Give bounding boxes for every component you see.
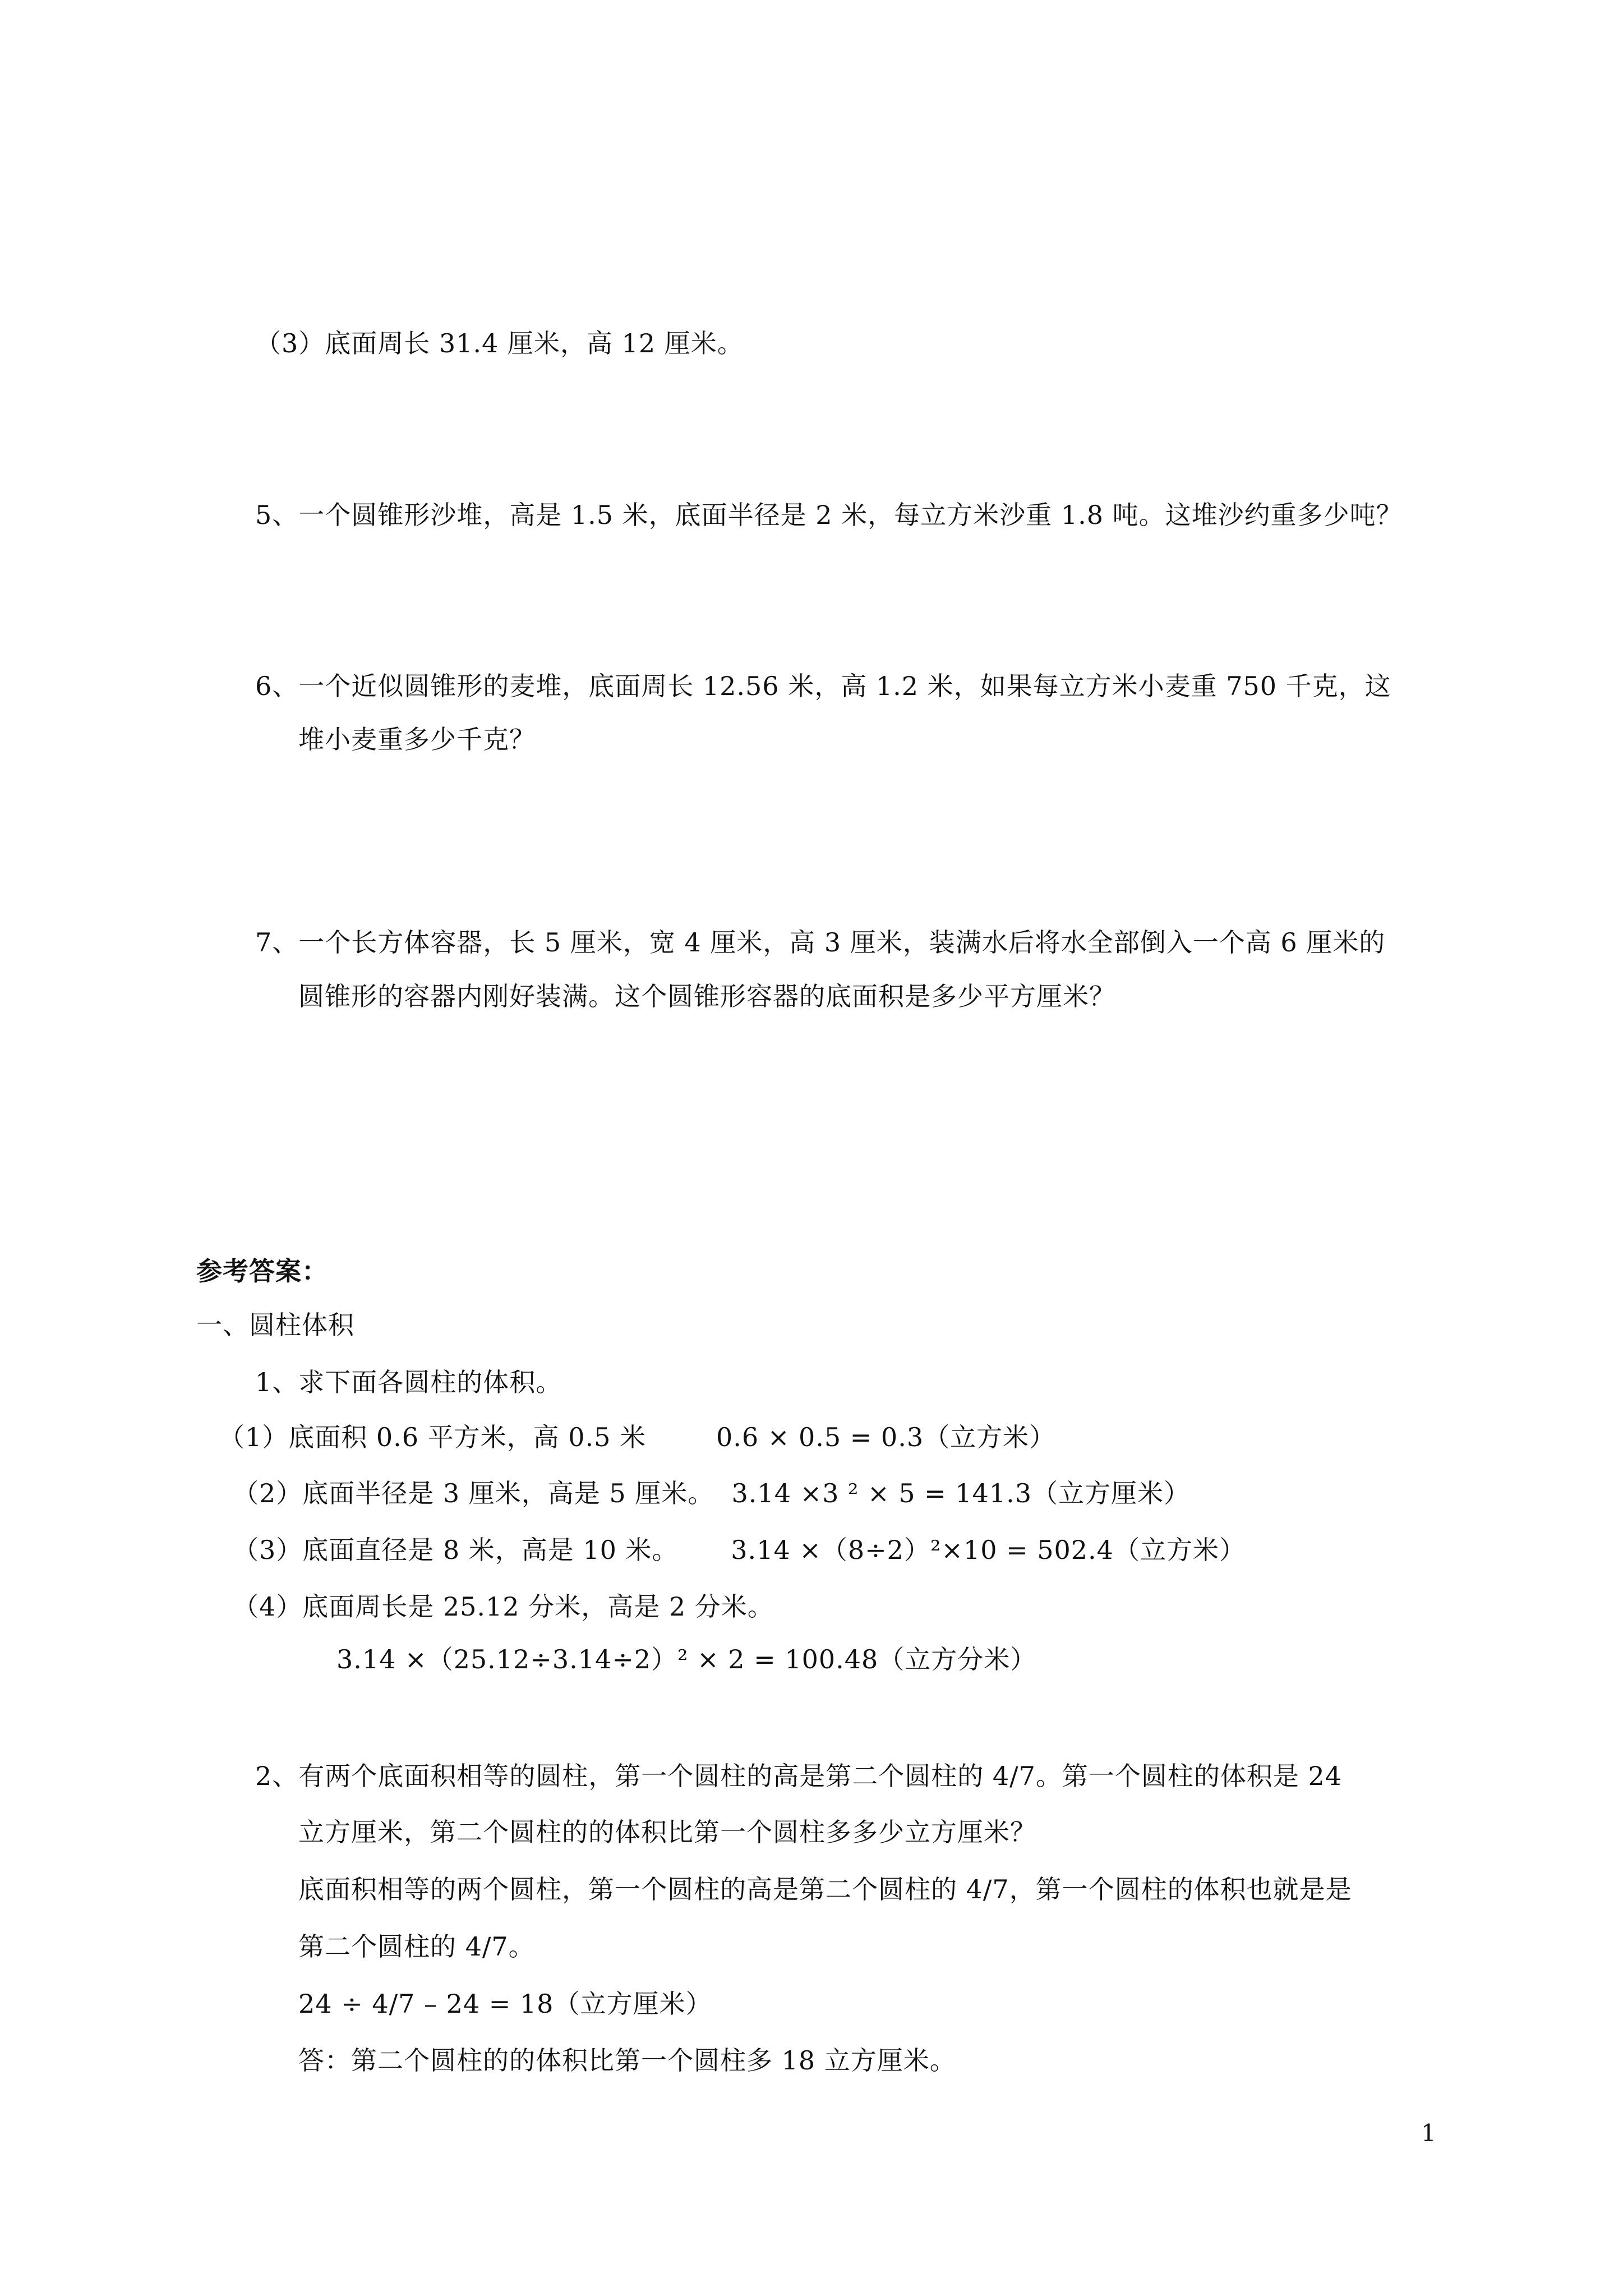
answer-2-line-2: 立方厘米，第二个圆柱的的体积比第一个圆柱多多少立方厘米？ [298,1817,1036,1847]
question-7-line-1: 7、一个长方体容器，长 5 厘米，宽 4 厘米，高 3 厘米，装满水后将水全部倒入一个高 6 厘米的 [255,927,1386,958]
answer-2-calculation: 24 ÷ 4/7 – 24 = 18（立方厘米） [298,1989,712,2019]
answers-heading: 参考答案： [196,1256,328,1286]
page-number: 1 [1421,2119,1436,2147]
answer-2-line-1: 2、有两个底面积相等的圆柱，第一个圆柱的高是第二个圆柱的 4/7。第一个圆柱的体积是 24 [255,1761,1343,1791]
answer-2-final-answer: 答：第二个圆柱的的体积比第一个圆柱多 18 立方厘米。 [298,2045,956,2076]
answer-1-item-1: （1）底面积 0.6 平方米，高 0.5 米 0.6 × 0.5 = 0.3（立方米） [219,1422,1056,1452]
question-7-line-2: 圆锥形的容器内刚好装满。这个圆锥形容器的底面积是多少平方厘米？ [298,981,1115,1011]
answer-2-explanation-line-1: 底面积相等的两个圆柱，第一个圆柱的高是第二个圆柱的 4/7，第一个圆柱的体积也就是是 [298,1874,1352,1904]
answers-section-1: 一、圆柱体积 [196,1310,354,1340]
question-4-part-3: （3）底面周长 31.4 厘米，高 12 厘米。 [255,328,744,358]
question-6-line-2: 堆小麦重多少千克？ [298,724,536,754]
answer-1-item-2: （2）底面半径是 3 厘米，高是 5 厘米。 3.14 ×3 ² × 5 = 141.3（立方厘米） [233,1478,1190,1508]
question-6-line-1: 6、一个近似圆锥形的麦堆，底面周长 12.56 米，高 1.2 米，如果每立方米小麦重 750 千克，这 [255,671,1391,701]
question-5: 5、一个圆锥形沙堆，高是 1.5 米，底面半径是 2 米，每立方米沙重 1.8 吨。这堆沙约重多少吨？ [255,500,1403,530]
answer-1-title: 1、求下面各圆柱的体积。 [255,1367,562,1397]
answer-1-item-4-calculation: 3.14 ×（25.12÷3.14÷2）² × 2 = 100.48（立方分米） [336,1644,1037,1674]
answer-1-item-3: （3）底面直径是 8 米，高是 10 米。 3.14 ×（8÷2）²×10 = 502.4（立方米） [233,1535,1246,1565]
answer-2-explanation-line-2: 第二个圆柱的 4/7。 [298,1931,535,1962]
answer-1-item-4: （4）底面周长是 25.12 分米，高是 2 分米。 [233,1591,774,1622]
